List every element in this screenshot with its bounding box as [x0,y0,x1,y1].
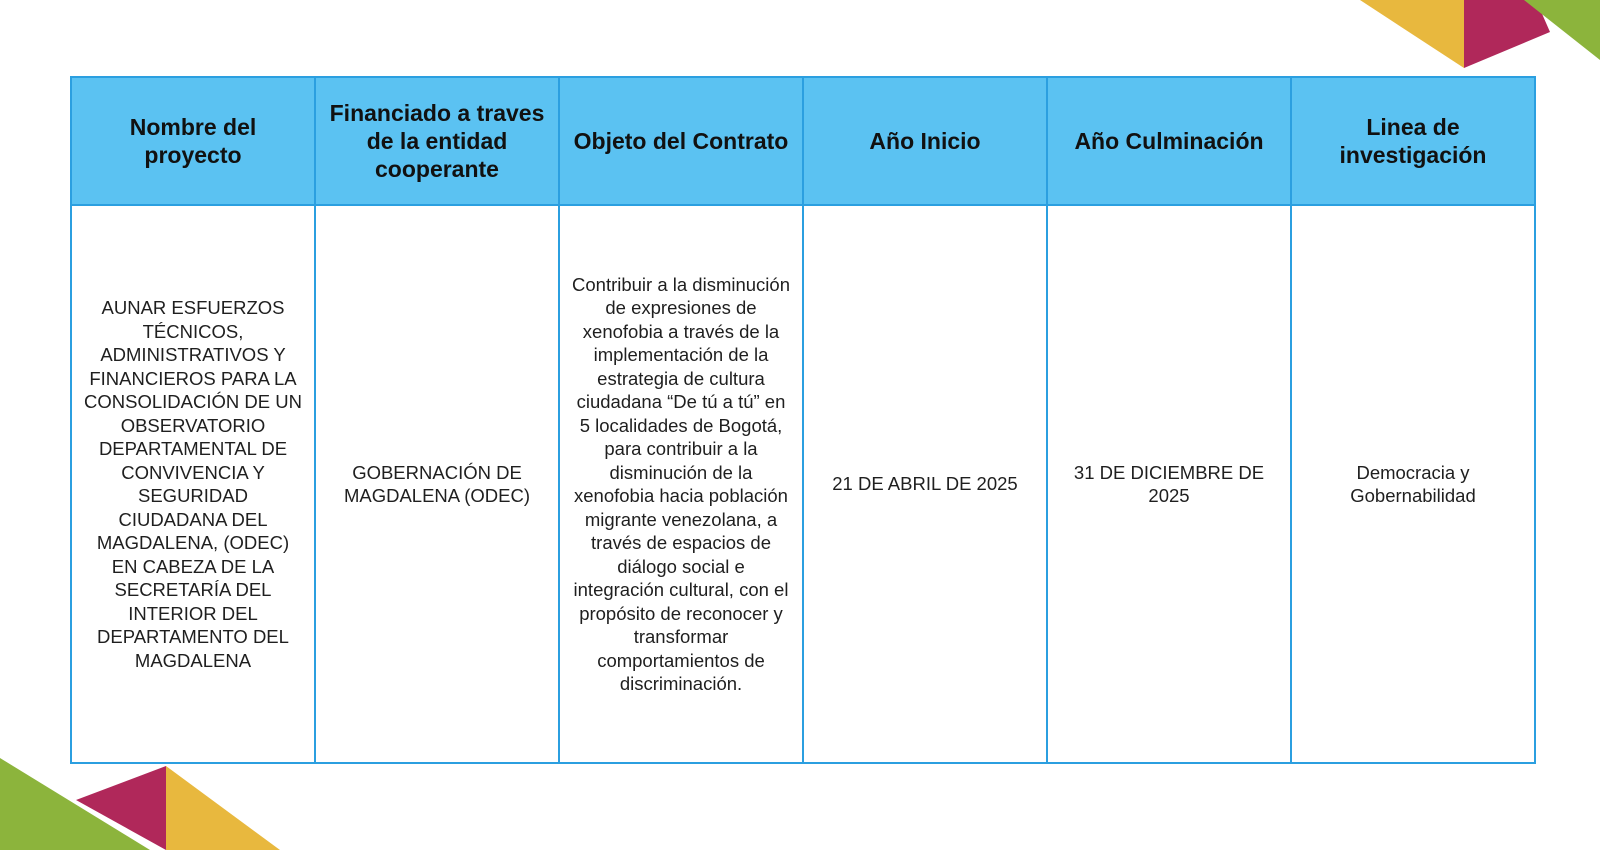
projects-table [70,76,1536,764]
cell-nombre-proyecto: AUNAR ESFUERZOS TÉCNICOS, ADMINISTRATIVOS Y FINANCIEROS PARA LA CONSOLIDACIÓN DE UN OBSERVATORIO DEPARTAMENTAL DE CONVIVENCIA Y SEGURIDAD CIUDADANA DEL MAGDALENA, (ODEC) EN CABEZA DE LA SECRETARÍA DEL INTERIOR DEL DEPARTAMENTO DEL MAGDALENA [71,205,315,763]
header-linea-investigacion: Linea de investigación [1291,77,1535,205]
cell-objeto-contrato: Contribuir a la disminución de expresiones de xenofobia a través de la implementación de la estrategia de cultura ciudadana “De tú a tú” en 5 localidades de Bogotá, para contribuir a la disminución de la xenofobia hacia población migrante venezolana, a través de espacios de diálogo social e integración cultural, con el propósito de reconocer y transformar comportamientos de discriminación. [559,205,803,763]
cell-ano-culminacion: 31 DE DICIEMBRE DE 2025 [1047,205,1291,763]
cell-financiado: GOBERNACIÓN DE MAGDALENA (ODEC) [315,205,559,763]
yellow-triangle [1360,0,1464,68]
yellow-triangle [166,766,280,850]
table-header-row [71,77,1535,205]
table-row [71,205,1535,763]
corner-decoration-top-right [1360,0,1600,72]
header-ano-culminacion: Año Culminación [1047,77,1291,205]
header-nombre-proyecto: Nombre del proyecto [71,77,315,205]
cell-linea-investigacion: Democracia y Gobernabilidad [1291,205,1535,763]
header-financiado: Financiado a traves de la entidad cooperante [315,77,559,205]
corner-decoration-bottom-left [0,750,290,850]
cell-ano-inicio: 21 DE ABRIL DE 2025 [803,205,1047,763]
header-ano-inicio: Año Inicio [803,77,1047,205]
header-objeto-contrato: Objeto del Contrato [559,77,803,205]
